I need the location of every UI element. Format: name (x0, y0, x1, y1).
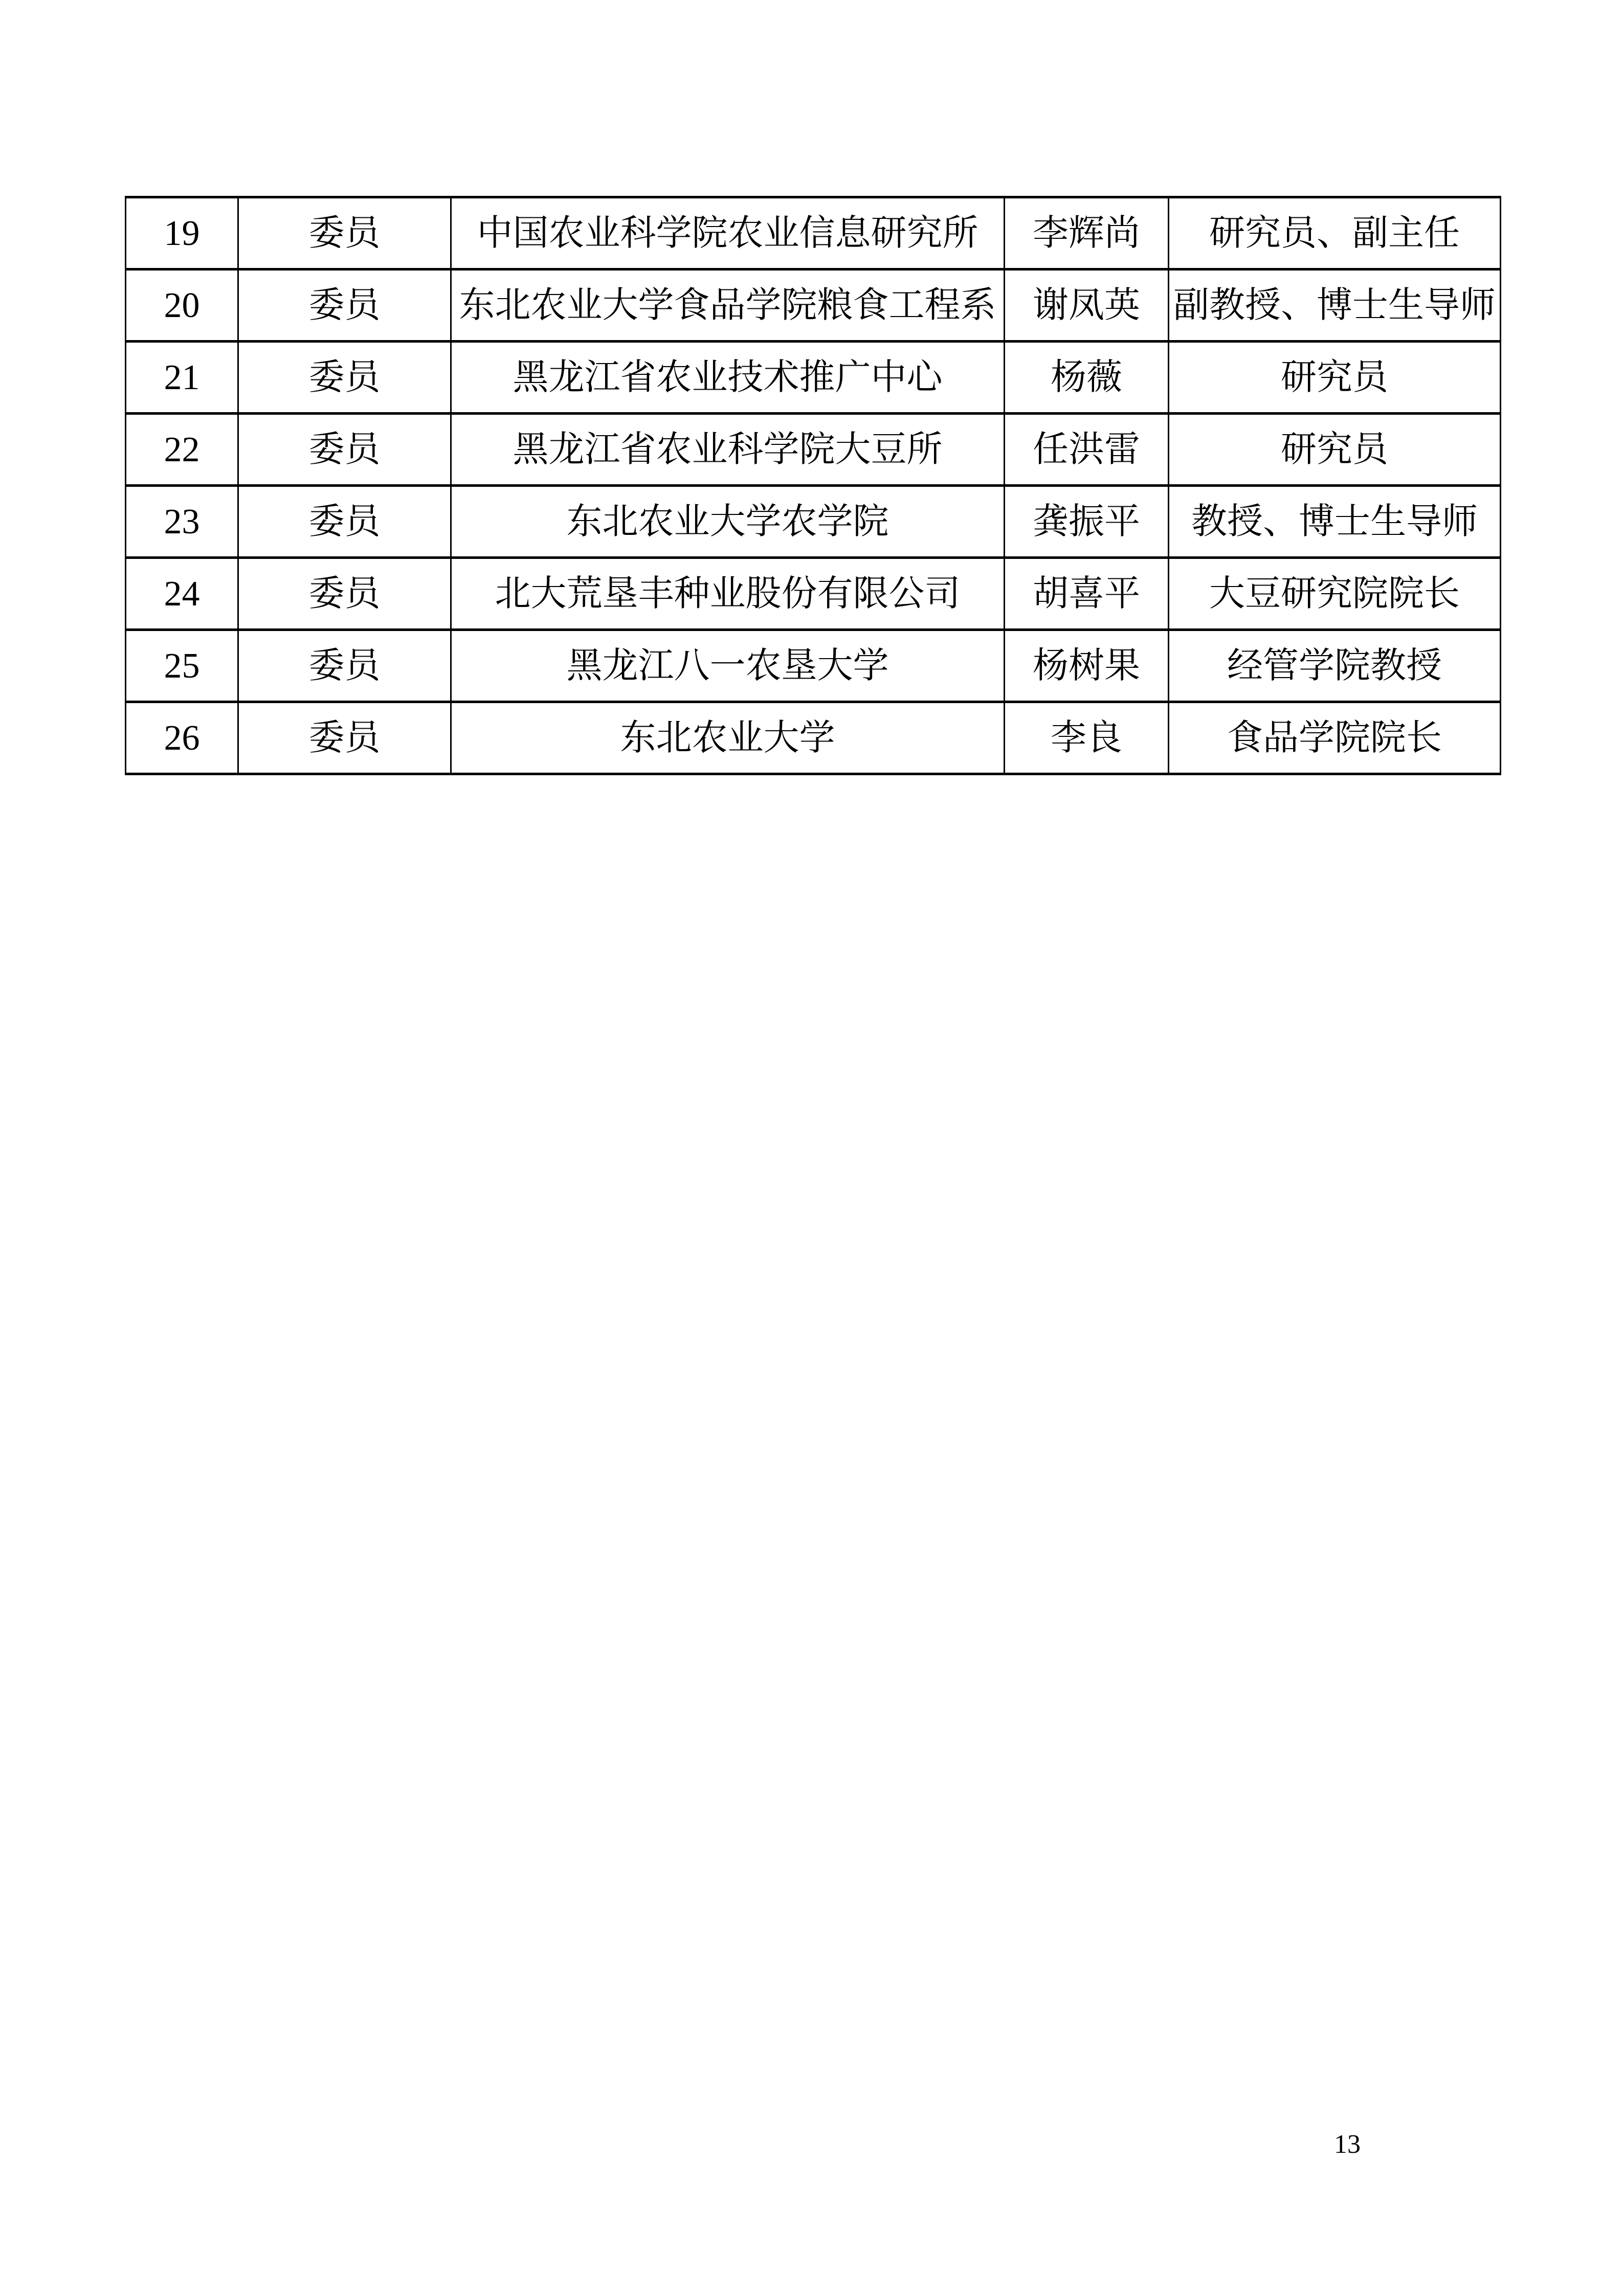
cell-role: 委员 (238, 702, 451, 774)
cell-organization: 东北农业大学 (451, 702, 1005, 774)
cell-organization: 黑龙江八一农垦大学 (451, 630, 1005, 702)
cell-title: 教授、博士生导师 (1169, 486, 1501, 558)
cell-number: 25 (126, 630, 238, 702)
cell-organization: 东北农业大学食品学院粮食工程系 (451, 269, 1005, 342)
cell-name: 李良 (1005, 702, 1169, 774)
cell-organization: 北大荒垦丰种业股份有限公司 (451, 558, 1005, 630)
cell-name: 龚振平 (1005, 486, 1169, 558)
cell-name: 胡喜平 (1005, 558, 1169, 630)
cell-title: 研究员、副主任 (1169, 197, 1501, 269)
cell-role: 委员 (238, 486, 451, 558)
cell-number: 22 (126, 414, 238, 486)
cell-name: 杨树果 (1005, 630, 1169, 702)
committee-members-table (125, 196, 1501, 775)
cell-number: 23 (126, 486, 238, 558)
cell-name: 杨薇 (1005, 342, 1169, 414)
table-row (126, 630, 1501, 702)
cell-name: 任洪雷 (1005, 414, 1169, 486)
cell-title: 食品学院院长 (1169, 702, 1501, 774)
cell-title: 副教授、博士生导师 (1169, 269, 1501, 342)
table-row (126, 269, 1501, 342)
cell-role: 委员 (238, 269, 451, 342)
cell-name: 李辉尚 (1005, 197, 1169, 269)
cell-role: 委员 (238, 630, 451, 702)
cell-number: 21 (126, 342, 238, 414)
cell-role: 委员 (238, 197, 451, 269)
table-row (126, 486, 1501, 558)
table-row (126, 197, 1501, 269)
cell-title: 大豆研究院院长 (1169, 558, 1501, 630)
cell-organization: 黑龙江省农业技术推广中心 (451, 342, 1005, 414)
cell-number: 19 (126, 197, 238, 269)
page-number: 13 (1334, 2130, 1361, 2159)
cell-number: 24 (126, 558, 238, 630)
cell-number: 26 (126, 702, 238, 774)
cell-number: 20 (126, 269, 238, 342)
table-row (126, 342, 1501, 414)
cell-title: 研究员 (1169, 342, 1501, 414)
cell-organization: 东北农业大学农学院 (451, 486, 1005, 558)
cell-name: 谢凤英 (1005, 269, 1169, 342)
cell-role: 委员 (238, 414, 451, 486)
table-row (126, 414, 1501, 486)
cell-organization: 黑龙江省农业科学院大豆所 (451, 414, 1005, 486)
cell-organization: 中国农业科学院农业信息研究所 (451, 197, 1005, 269)
cell-title: 经管学院教授 (1169, 630, 1501, 702)
cell-title: 研究员 (1169, 414, 1501, 486)
cell-role: 委员 (238, 342, 451, 414)
cell-role: 委员 (238, 558, 451, 630)
table-row (126, 558, 1501, 630)
table-row (126, 702, 1501, 774)
